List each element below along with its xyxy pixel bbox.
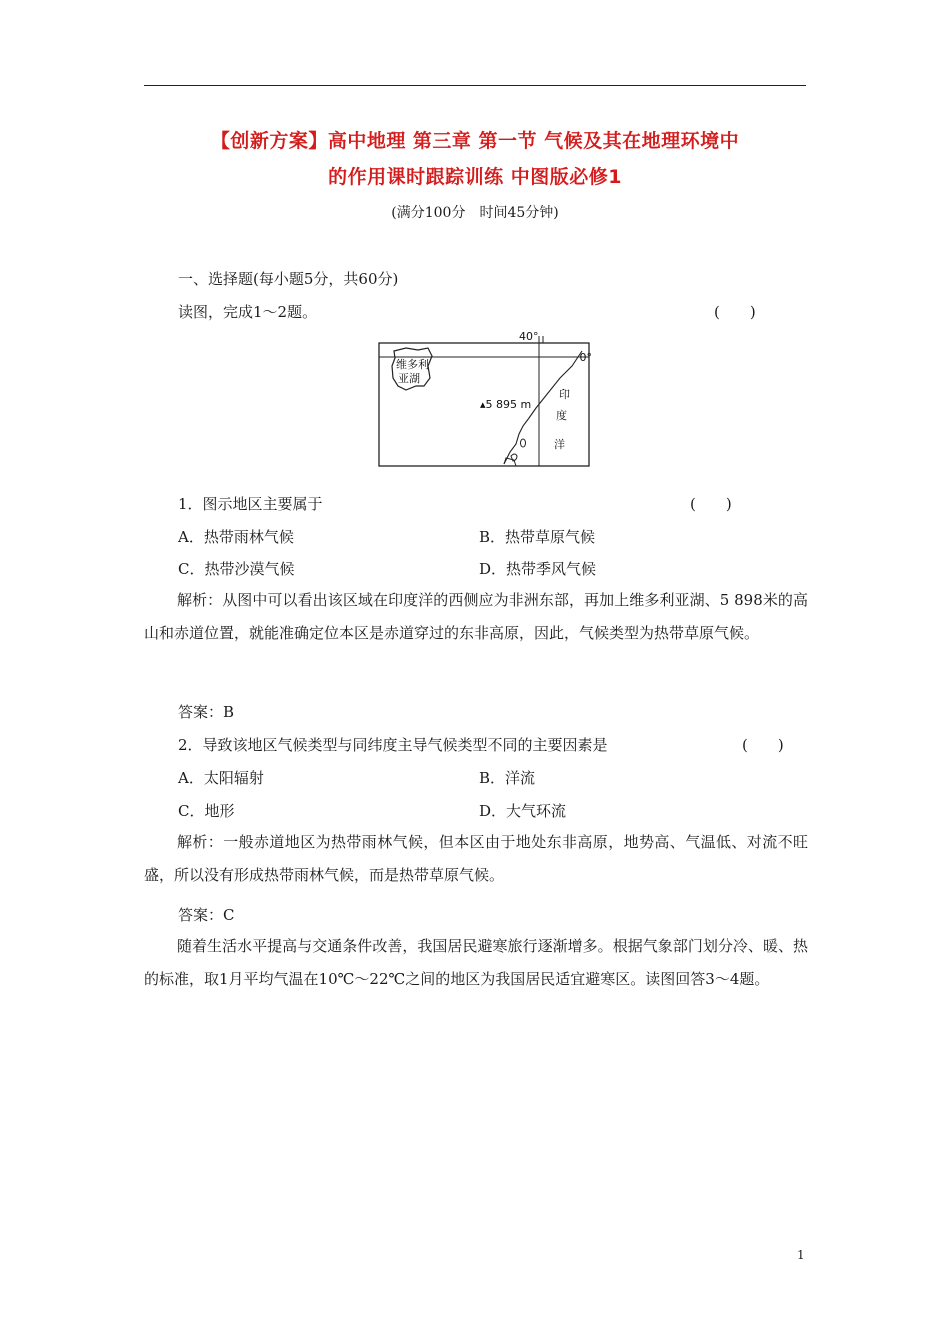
q1-option-d: D．热带季风气候 [479, 560, 597, 578]
ocean-label-3: 洋 [554, 438, 565, 451]
q1-answer: 答案：B [178, 703, 235, 721]
intro-answer-bracket: ( ) [714, 303, 756, 321]
east-africa-map [376, 326, 596, 470]
q2-answer: 答案：C [178, 906, 235, 924]
q1-option-a: A．热带雨林气候 [178, 528, 294, 546]
header-rule [144, 85, 806, 86]
ocean-label-1: 印 [559, 388, 570, 401]
q2-option-b: B．洋流 [479, 769, 536, 787]
question-1-stem: 1．图示地区主要属于 [178, 495, 323, 513]
longitude-label: 40° [519, 330, 539, 343]
passage-3-4: 随着生活水平提高与交通条件改善，我国居民避寒旅行逐渐增多。根据气象部门划分冷、暖、热的标准，取1月平均气温在10℃～22℃之间的地区为我国居民适宜避寒区。读图回答3～4题。 [144, 937, 808, 988]
peak-label: ▴5 895 m [480, 398, 532, 411]
page-number: 1 [797, 1248, 805, 1262]
question-2-stem: 2．导致该地区气候类型与同纬度主导气候类型不同的主要因素是 [178, 736, 608, 754]
ocean-label-2: 度 [556, 409, 567, 422]
document-title-line-2: 的作用课时跟踪训练 中图版必修1 [328, 166, 622, 188]
q2-option-a: A．太阳辐射 [178, 769, 264, 787]
score-time-note: (满分100分 时间45分钟) [391, 205, 559, 221]
q1-analysis: 解析：从图中可以看出该区域在印度洋的西侧应为非洲东部，再加上维多利亚湖、5 898米的高山和赤道位置，就能准确定位本区是赤道穿过的东非高原，因此，气候类型为热带草原气候。 [144, 591, 808, 642]
latitude-label: 0° [579, 351, 592, 364]
question-1-answer-bracket: ( ) [690, 495, 732, 513]
q2-option-c: C．地形 [178, 802, 235, 820]
section-heading: 一、选择题(每小题5分，共60分) [178, 270, 399, 288]
lake-label-1: 维多利 [396, 358, 429, 371]
q1-option-b: B．热带草原气候 [479, 528, 596, 546]
q1-option-c: C．热带沙漠气候 [178, 560, 295, 578]
lake-label-2: 亚湖 [398, 372, 420, 385]
document-title-line-1: 【创新方案】高中地理 第三章 第一节 气候及其在地理环境中 [210, 130, 740, 152]
island-1 [521, 439, 526, 447]
question-2-answer-bracket: ( ) [742, 736, 784, 754]
intro-text: 读图，完成1～2题。 [178, 303, 318, 321]
q2-analysis: 解析：一般赤道地区为热带雨林气候，但本区由于地处东非高原，地势高、气温低、对流不旺盛，所以没有形成热带雨林气候，而是热带草原气候。 [144, 833, 808, 884]
q2-option-d: D．大气环流 [479, 802, 567, 820]
